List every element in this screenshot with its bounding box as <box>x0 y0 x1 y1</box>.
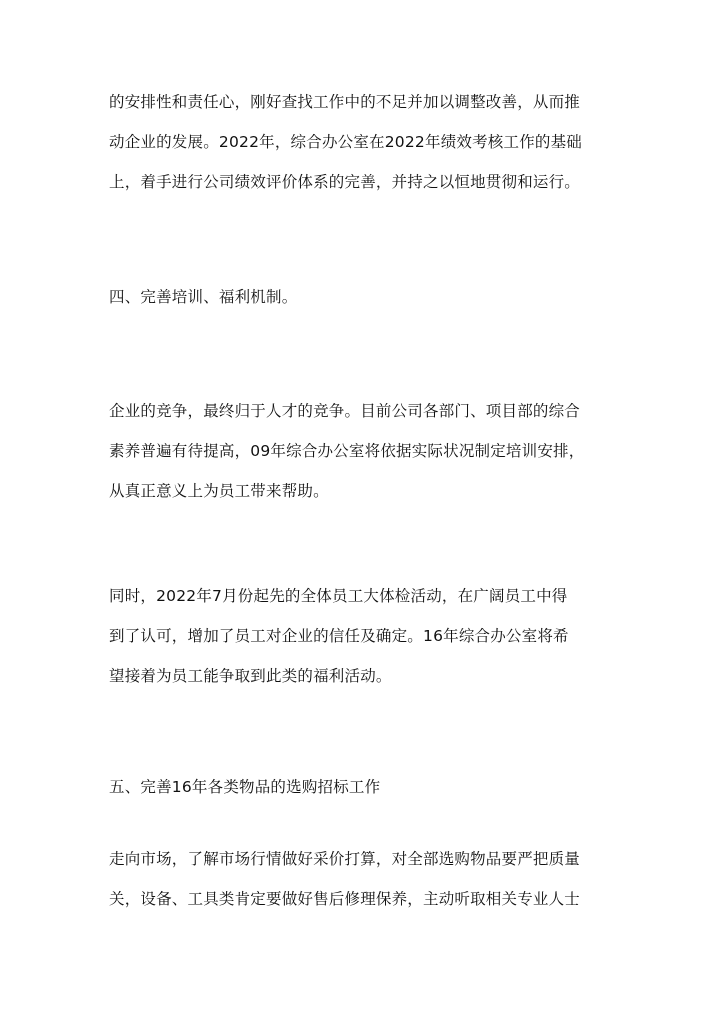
paragraph-4-line-2: 关，设备、工具类肯定要做好售后修理保养，主动听取相关专业人士 <box>109 890 581 908</box>
paragraph-1-line-3: 上，着手进行公司绩效评价体系的完善，并持之以恒地贯彻和运行。 <box>109 173 581 191</box>
paragraph-2-line-1: 企业的竞争，最终归于人才的竞争。目前公司各部门、项目部的综合 <box>109 402 581 420</box>
paragraph-2-line-3: 从真正意义上为员工带来帮助。 <box>109 482 329 500</box>
paragraph-3-line-1: 同时，2022年7月份起先的全体员工大体检活动，在广阔员工中得 <box>109 587 568 605</box>
heading-section-4: 四、完善培训、福利机制。 <box>109 288 298 306</box>
paragraph-2-line-2: 素养普遍有待提高，09年综合办公室将依据实际状况制定培训安排， <box>109 442 585 460</box>
paragraph-3-line-3: 望接着为员工能争取到此类的福利活动。 <box>109 667 392 685</box>
heading-section-5: 五、完善16年各类物品的选购招标工作 <box>109 778 381 796</box>
paragraph-4-line-1: 走向市场，了解市场行情做好采价打算，对全部选购物品要严把质量 <box>109 850 581 868</box>
paragraph-1-line-2: 动企业的发展。2022年，综合办公室在2022年绩效考核工作的基础 <box>109 133 582 151</box>
paragraph-1-line-1: 的安排性和责任心，刚好查找工作中的不足并加以调整改善，从而推 <box>109 93 581 111</box>
paragraph-3-line-2: 到了认可，增加了员工对企业的信任及确定。16年综合办公室将希 <box>109 627 569 645</box>
